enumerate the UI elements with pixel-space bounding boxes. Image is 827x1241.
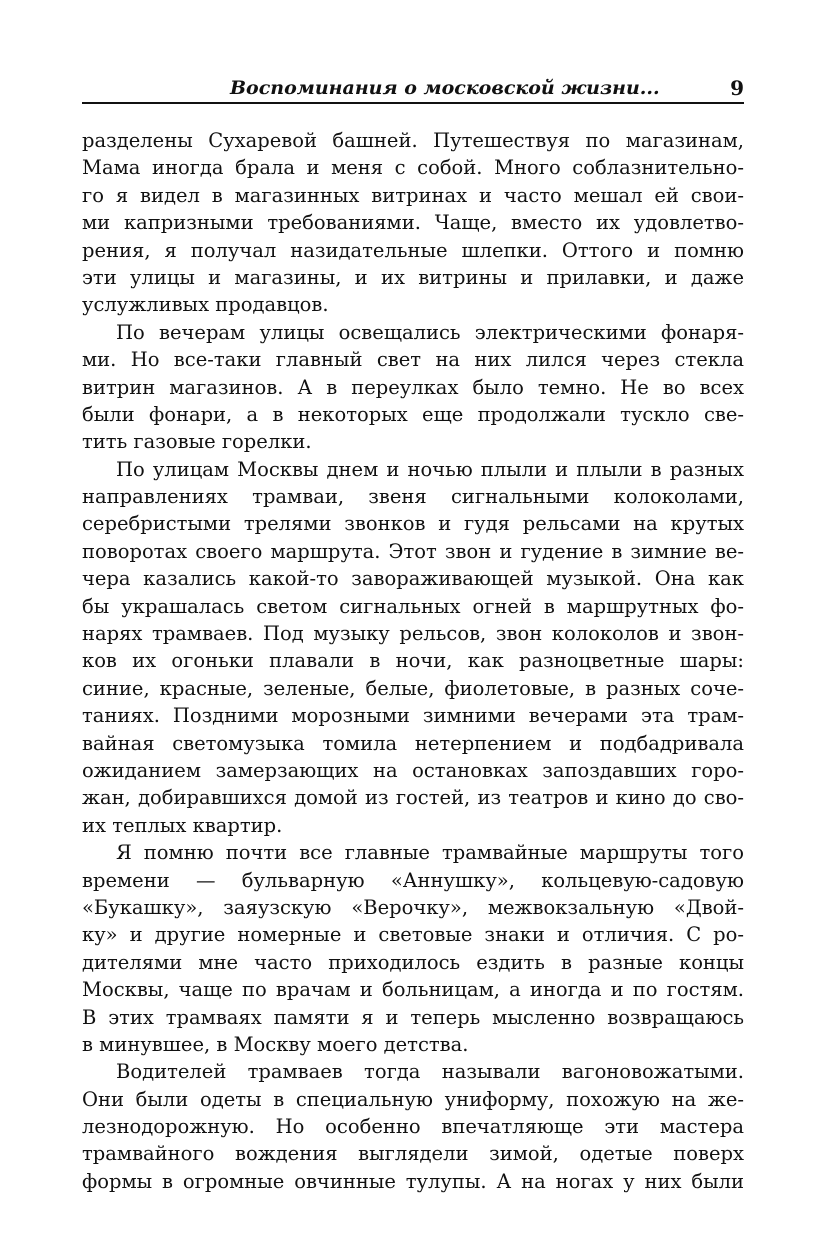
text-line: «Букашку», заяузскую «Верочку», межвокзальную «Двой- — [82, 895, 744, 919]
body-text — [82, 127, 744, 1195]
text-line: вайная светомузыка томила нетерпением и подбадривала — [82, 731, 744, 755]
paragraph — [82, 1058, 744, 1195]
text-line: поворотах своего маршрута. Этот звон и гудение в зимние ве- — [82, 539, 744, 563]
text-line: серебристыми трелями звонков и гудя рельсами на крутых — [82, 512, 744, 536]
text-line: их теплых квартир. — [82, 813, 283, 837]
running-header — [82, 74, 744, 104]
text-line: витрин магазинов. А в переулках было темно. Не во всех — [82, 375, 744, 399]
text-line: жан, добиравшихся домой из гостей, из театров и кино до сво- — [82, 786, 744, 810]
text-line: лезнодорожную. Но особенно впечатляюще эти мастера — [82, 1115, 744, 1139]
text-line: дителями мне часто приходилось ездить в разные концы — [82, 950, 744, 974]
text-line: направлениях трамваи, звеня сигнальными колоколами, — [82, 485, 744, 509]
text-line: времени — бульварную «Аннушку», кольцевую-садовую — [82, 868, 744, 892]
page-number: 9 — [730, 76, 744, 100]
text-line: Мама иногда брала и меня с собой. Много соблазнительно- — [82, 156, 744, 180]
text-line: бы украшалась светом сигнальных огней в маршрутных фо- — [82, 594, 744, 618]
paragraph — [82, 319, 744, 456]
text-line: трамвайного вождения выглядели зимой, одетые поверх — [82, 1142, 744, 1166]
text-line: тить газовые горелки. — [82, 430, 312, 454]
paragraph — [82, 839, 744, 1058]
paragraph — [82, 127, 744, 319]
paragraph — [82, 456, 744, 839]
text-line: ку» и другие номерные и световые знаки и отличия. С ро- — [82, 923, 744, 947]
text-line: рения, я получал назидательные шлепки. Оттого и помню — [82, 238, 744, 262]
text-line: эти улицы и магазины, и их витрины и прилавки, и даже — [82, 265, 744, 289]
text-line: разделены Сухаревой башней. Путешествуя по магазинам, — [82, 129, 744, 152]
text-line: Москвы, чаще по врачам и больницам, а иногда и по гостям. — [82, 978, 744, 1002]
text-line: По улицам Москвы днем и ночью плыли и плыли в разных — [116, 457, 744, 481]
text-line: нарях трамваев. Под музыку рельсов, звон колоколов и звон- — [82, 622, 744, 646]
text-line: услужливых продавцов. — [82, 293, 329, 317]
text-line: таниях. Поздними морозными зимними вечерами эта трам- — [82, 704, 744, 728]
text-line: Я помню почти все главные трамвайные маршруты того — [116, 841, 744, 865]
text-line: В этих трамваях памяти я и теперь мысленно возвращаюсь — [82, 1005, 744, 1029]
text-line: Водителей трамваев тогда называли вагоновожатыми. — [116, 1060, 744, 1084]
text-line: ми капризными требованиями. Чаще, вместо их удовлетво- — [82, 211, 744, 235]
text-line: чера казались какой-то завораживающей музыкой. Она как — [82, 567, 744, 591]
text-line: По вечерам улицы освещались электрическими фонаря- — [116, 320, 744, 344]
running-title: Воспоминания о московской жизни... — [230, 77, 660, 99]
text-line: формы в огромные овчинные тулупы. А на ногах у них были — [82, 1169, 744, 1193]
text-line: в минувшее, в Москву моего детства. — [82, 1032, 469, 1056]
text-line: Они были одеты в специальную униформу, похожую на же- — [82, 1087, 744, 1111]
text-line: ожиданием замерзающих на остановках запоздавших горо- — [82, 758, 744, 782]
text-line: го я видел в магазинных витринах и часто мешал ей свои- — [82, 183, 744, 207]
text-line: синие, красные, зеленые, белые, фиолетовые, в разных соче- — [82, 676, 744, 700]
text-line: ков их огоньки плавали в ночи, как разноцветные шары: — [82, 649, 744, 673]
text-line: были фонари, а в некоторых еще продолжали тускло све- — [82, 402, 744, 426]
text-line: ми. Но все-таки главный свет на них лился через стекла — [82, 348, 744, 372]
